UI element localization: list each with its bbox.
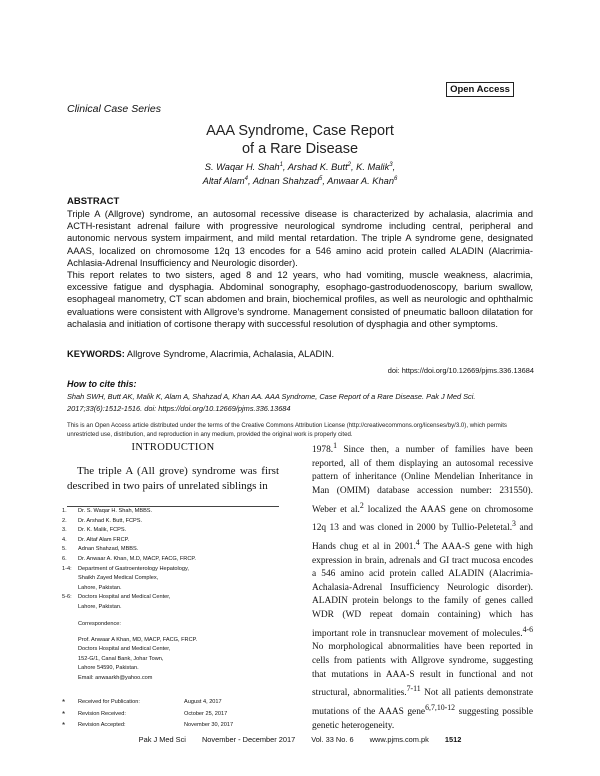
authors-line2: Altaf Alam$^4$, Adnan Shahzad$^5$, Anwaar A. Khan$^6$ bbox=[202, 176, 398, 187]
footer-website[interactable]: www.pjms.com.pk bbox=[369, 735, 429, 744]
publication-dates bbox=[62, 697, 274, 732]
affiliation-item: 5-6: Doctors Hospital and Medical Center, bbox=[62, 594, 171, 601]
affiliation-item: Shaikh Zayed Medical Complex, bbox=[78, 575, 159, 582]
correspondence-line: Doctors Hospital and Medical Center, bbox=[78, 646, 171, 653]
abstract-paragraph-2: This report relates to two sisters, aged 8 and 12 years, who had vomiting, muscle weakness, alacrimia, excessive fatigue and dysphagia. Abdominal sonography, esophago-gastroduodenoscopy, barium swallow, esophageal manometry, CT scan abdomen and brain, biochemical profiles, as well as neurologic and ophthalmic evaluations were consistent with Allgrove’s syndrome. Management consisted of pneumatic balloon dilatation for achalasia and initiation of cortisone therapy with successful resolution of dysphagia and other symptoms. bbox=[67, 270, 533, 329]
footer-issue: November - December 2017 bbox=[201, 735, 296, 744]
correspondence-block bbox=[78, 620, 278, 684]
date-row-revision-accepted: * Revision Accepted: November 30, 2017 bbox=[62, 721, 234, 730]
introduction-heading: INTRODUCTION bbox=[131, 442, 215, 453]
article-series: Clinical Case Series bbox=[67, 103, 161, 115]
introduction-text: The triple A (All grove) syndrome was first described in two pairs of unrelated siblings in bbox=[67, 465, 279, 492]
affiliation-item: 4. Dr. Altaf Alam FRCP. bbox=[62, 536, 130, 543]
abstract-heading: ABSTRACT bbox=[67, 196, 120, 207]
abstract-paragraph-1: Triple A (Allgrove) syndrome, an autosomal recessive disease is characterized by achalasia, alacrimia and ACTH-resistant adrenal failure with progressive neurological syndrome including central, peripheral and autonomic nervous system impairment, and mild mental retardation. The triple A syndrome gene, designated AAAS, localized on chromosome 12q 13 encodes for a 546 amino acid protein called ALADIN (Alacrimia-Achlasia-Adrenal Insufficiency and Neurologic disorder). bbox=[67, 209, 533, 268]
article-title-line1: AAA Syndrome, Case Report bbox=[206, 123, 394, 139]
license-text: This is an Open Access article distributed under the terms of the Creative Commons Attribution License (http://creativecommons.org/licenses/by/3.0), which permits unrestricted use, distribution, and reproduction in any medium, provided the original work is properly cited. bbox=[67, 422, 507, 438]
affiliation-item: 6. Dr. Anwaar A. Khan, M.D, MACP, FACG, FRCP. bbox=[62, 555, 196, 562]
affiliation-item: Lahore, Pakistan. bbox=[78, 603, 122, 610]
affiliation-item: 3. Dr. K. Malik, FCPS. bbox=[62, 527, 127, 534]
footer-volume: Vol. 33 No. 6 bbox=[311, 735, 354, 744]
date-row-revision-received: * Revision Received: October 25, 2017 bbox=[62, 709, 228, 719]
affiliation-item: Lahore, Pakistan. bbox=[78, 584, 122, 591]
affiliation-item: 2. Dr. Arshad K. Butt, FCPS. bbox=[62, 517, 143, 524]
correspondence-line: 152-G/1, Canal Bank, Johar Town, bbox=[78, 655, 164, 662]
footer-journal: Pak J Med Sci bbox=[138, 735, 186, 744]
citation-text: Shah SWH, Butt AK, Malik K, Alam A, Shahzad A, Khan AA. AAA Syndrome, Case Report of a Rare Disease. Pak J Med Sci. 2017;33(6):1512-1516. doi: https://doi.org/10.12669/pjms.336.13684 bbox=[67, 392, 476, 413]
correspondence-line: Lahore 54590, Pakistan. bbox=[78, 665, 139, 672]
correspondence-email[interactable]: Email: anwaarkh@yahoo.com bbox=[78, 674, 153, 681]
affiliations-list bbox=[62, 507, 282, 613]
affiliation-item: 1-4: Department of Gastroenterology Hepatology, bbox=[62, 565, 189, 572]
affiliation-item: 1. Dr. S. Waqar H. Shah, MBBS. bbox=[62, 508, 153, 514]
keywords: KEYWORDS: Allgrove Syndrome, Alacrimia, Achalasia, ALADIN. bbox=[67, 349, 335, 359]
how-to-cite-heading: How to cite this: bbox=[67, 379, 137, 389]
correspondence-line: Prof. Anwaar A Khan, MD, MACP, FACG, FRCP. bbox=[78, 636, 198, 643]
date-row-received: * Received for Publication: August 4, 2017 bbox=[62, 698, 222, 707]
article-title-line2: of a Rare Disease bbox=[241, 141, 359, 157]
footer-page-number: 1512 bbox=[444, 735, 462, 744]
authors-line1: S. Waqar H. Shah$^1$, Arshad K. Butt$^2$, K. Malik$^3$, bbox=[204, 162, 396, 173]
introduction-continued-text: 1978.$^1$ Since then, a number of families have been reported, all of them displaying an autosomal recessive pattern of inheritance (Online Mendelian Inheritance in Man (OMIM) database accession number: 231550). Weber et al.$^2$ localized the AAAS gene on chromosome 12q 13 and was cloned in 2000 by Tullio-Peletetal.$^3$ and Hands chug et al in 2001.$^4$ The AAA-S gene with high expression in brain, adrenals and GI tract mucosa encodes a 546 amino acid protein called ALADIN (Alacrimia-Achalasia-Adrenal Insufficiency Neurologic disorder). ALADIN protein belongs to the family of genes called WDR (WD repeat domain containing) which has important role in transnuclear movement of molecules.$^{4-6}$ No morphological abnormalities have been reported in cells from patients with Allgrove syndrome, suggesting that mutations in AAA-S result in functional and not structural, abnormalities.$^{7-11}$ Not all patients demonstrate mutations of the AAAS gene$^{6,7,10-12}$ suggesting possible genetic heterogeneity. bbox=[312, 441, 533, 731]
correspondence-label: Correspondence: bbox=[78, 621, 121, 627]
doi-link[interactable]: doi: https://doi.org/10.12669/pjms.336.13684 bbox=[387, 366, 534, 375]
page-footer bbox=[60, 735, 540, 744]
open-access-badge: Open Access bbox=[446, 82, 514, 97]
affiliation-item: 5. Adnan Shahzad, MBBS. bbox=[62, 546, 139, 553]
